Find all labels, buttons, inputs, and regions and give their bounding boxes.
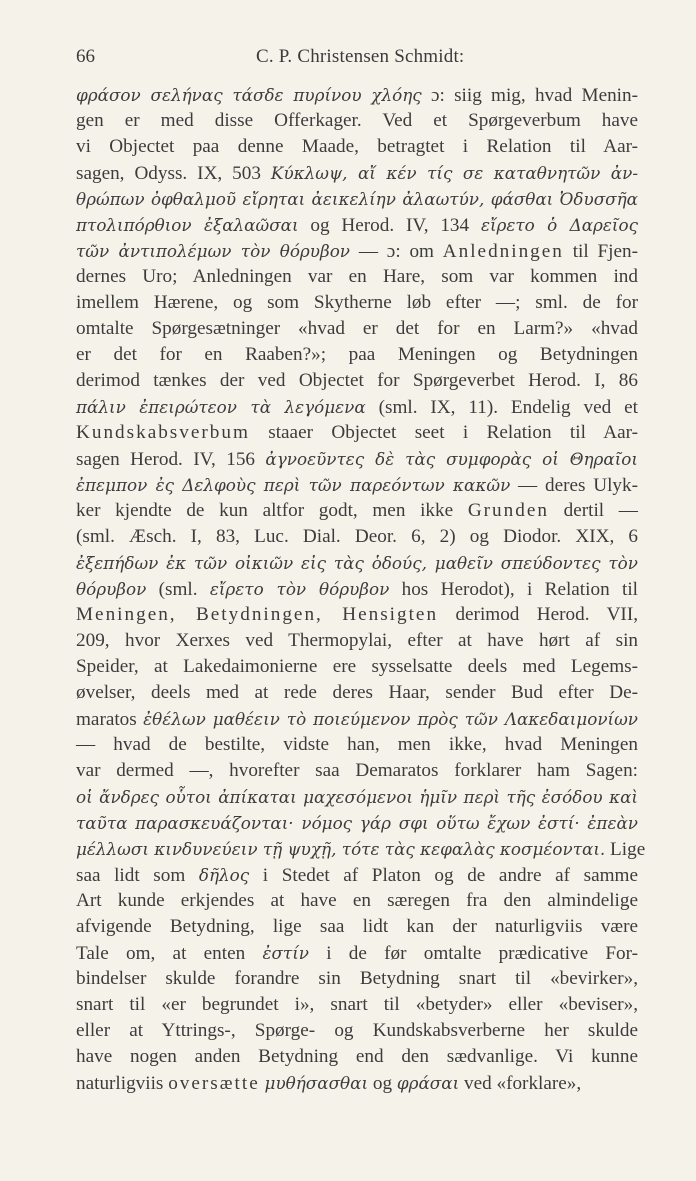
- text-run: saa lidt som: [76, 865, 199, 886]
- text-run: (sml.: [146, 579, 210, 600]
- text-line: [76, 576, 638, 602]
- text-run: øvelser, deels med at rede deres Haar, sender Bud efter De-: [76, 682, 638, 703]
- spaced-emphasis: Anledningen: [442, 241, 564, 262]
- text-run: i Stedet af Platon og de andre af samme: [249, 865, 638, 886]
- text-run: gen er med disse Offerkager. Ved et Spørgeverbum have: [76, 110, 638, 131]
- text-run: Art kunde erkjendes at have en særegen fra den almindelige: [76, 890, 638, 911]
- text-run: til Fjen-: [563, 241, 638, 262]
- greek-quote: οἱ ἄνδρες οὗτοι ἀπίκαται μαχεσόμενοι ἡμῖν περὶ τῆς ἐσόδου καὶ: [76, 787, 638, 807]
- greek-quote: ἐπεμπον ἐς Δελφοὺς περὶ τῶν παρεόντων κακῶν: [76, 475, 511, 495]
- text-run: sagen, Odyss. IX, 503: [76, 163, 271, 184]
- text-run: omtalte Spørgesætninger «hvad er det for en Larm?» «hvad: [76, 318, 638, 339]
- text-run: snart til «er begrundet i», snart til «betyder» eller «beviser»,: [76, 994, 638, 1015]
- text-line: [76, 706, 638, 732]
- spaced-emphasis: oversætte: [168, 1073, 260, 1094]
- text-line: [76, 940, 638, 966]
- greek-quote: ἐξεπήδων ἐκ τῶν οἰκιῶν εἰς τὰς ὁδούς, μαθεῖν σπεύδοντες τὸν: [76, 553, 638, 573]
- greek-quote: φράσον σελήνας τάσδε πυρίνου χλόης: [76, 85, 422, 105]
- text-run: vi Objectet paa denne Maade, betragtet i Relation til Aar-: [76, 136, 638, 157]
- text-run: bindelser skulde forandre sin Betydning snart til «bevirker»,: [76, 968, 638, 989]
- text-run: eller at Yttrings-, Spørge- og Kundskabsverberne her skulde: [76, 1020, 638, 1041]
- text-run: sagen Herod. IV, 156: [76, 449, 266, 470]
- running-head: C. P. Christensen Schmidt:: [256, 46, 465, 67]
- greek-quote: Κύκλωψ, αἴ κέν τίς σε καταθνητῶν ἀν-: [270, 163, 638, 183]
- greek-quote: πάλιν ἐπειρώτεον τὰ λεγόμενα: [76, 397, 366, 417]
- text-run: Tale om, at enten: [76, 943, 263, 964]
- greek-quote: εἴρετο ὁ Δαρεῖος: [480, 215, 638, 235]
- greek-quote: μέλλωσι κινδυνεύειν τῇ ψυχῇ, τότε τὰς κεφαλὰς κοσμέονται.: [76, 839, 606, 859]
- page-header: [76, 46, 636, 74]
- text-line: [76, 264, 638, 290]
- text-run: ɔ: siig mig, hvad Menin-: [421, 85, 638, 106]
- text-run: (sml. IX, 11). Endelig ved et: [365, 397, 638, 418]
- text-line: [76, 316, 638, 342]
- text-run: derimod tænkes der ved Objectet for Spørgeverbet Herod. I, 86: [76, 370, 638, 391]
- text-line: [76, 862, 638, 888]
- text-run: afvigende Betydning, lige saa lidt kan der naturligviis være: [76, 916, 638, 937]
- text-run: Speider, at Lakedaimonierne ere sysselsatte deels med Legems-: [76, 656, 638, 677]
- text-line: [76, 368, 638, 394]
- text-line: [76, 836, 646, 862]
- greek-quote: ἀγνοεῦντες δὲ τὰς συμφορὰς οἱ Θηραῖοι: [265, 449, 638, 469]
- text-run: imellem Hærene, og som Skytherne løb efter —; sml. de for: [76, 292, 638, 313]
- spaced-emphasis: Meningen, Betydningen, Hensigten: [76, 604, 439, 625]
- greek-quote: δῆλος: [198, 865, 250, 885]
- spaced-emphasis: Kundskabsverbum: [76, 422, 250, 443]
- text-run: maratos: [76, 709, 144, 730]
- body-text: [76, 82, 646, 1096]
- text-line: [76, 888, 638, 914]
- spaced-emphasis: Grunden: [467, 500, 549, 521]
- text-line: [76, 1070, 638, 1096]
- text-run: 209, hvor Xerxes ved Thermopylai, efter at have hørt af sin: [76, 630, 638, 651]
- text-line: [76, 498, 638, 524]
- text-run: — deres Ulyk-: [510, 475, 639, 496]
- text-line: [76, 758, 638, 784]
- text-line: [76, 550, 638, 576]
- text-line: [76, 342, 638, 368]
- text-line: [76, 784, 638, 810]
- text-run: have nogen anden Betydning end den sædvanlige. Vi kunne: [76, 1046, 638, 1067]
- text-run: og Herod. IV, 134: [298, 215, 481, 236]
- greek-quote: ἐθέλων μαθέειν τὸ ποιεύμενον πρὸς τῶν Λακεδαιμονίων: [143, 709, 638, 729]
- text-run: staaer Objectet seet i Relation til Aar-: [249, 422, 638, 443]
- greek-quote: θρώπων ὀφθαλμοῦ εἴρηται ἀεικελίην ἀλαωτύν, φάσθαι Ὀδυσσῆα: [76, 189, 638, 209]
- text-line: [76, 160, 638, 186]
- text-run: var dermed —, hvorefter saa Demaratos forklarer ham Sagen:: [76, 760, 638, 781]
- text-line: [76, 602, 638, 628]
- page-number: 66: [76, 46, 95, 67]
- text-line: [76, 108, 638, 134]
- text-run: dernes Uro; Anledningen var en Hare, som var kommen ind: [76, 266, 638, 287]
- text-line: [76, 446, 638, 472]
- text-line: [76, 238, 638, 264]
- text-line: [76, 394, 638, 420]
- text-run: — ɔ: om: [350, 241, 443, 262]
- greek-quote: μυθήσασθαι: [264, 1073, 369, 1093]
- text-line: [76, 524, 638, 550]
- text-run: dertil —: [548, 500, 638, 521]
- text-line: [76, 134, 638, 160]
- greek-quote: πτολιπόρθιον ἐξαλαῶσαι: [76, 215, 299, 235]
- text-run: og: [368, 1073, 397, 1094]
- text-run: — hvad de bestilte, vidste han, men ikke, hvad Meningen: [76, 734, 638, 755]
- text-run: (sml. Æsch. I, 83, Luc. Dial. Deor. 6, 2) og Diodor. XIX, 6: [76, 526, 638, 547]
- text-run: ker kjendte de kun altfor godt, men ikke: [76, 500, 468, 521]
- text-line: [76, 472, 638, 498]
- text-line: [76, 186, 638, 212]
- text-line: [76, 914, 638, 940]
- greek-quote: τῶν ἀντιπολέμων τὸν θόρυβον: [76, 241, 351, 261]
- text-line: [76, 82, 638, 108]
- text-line: [76, 966, 638, 992]
- text-line: [76, 290, 638, 316]
- greek-quote: εἴρετο τὸν θόρυβον: [209, 579, 390, 599]
- greek-quote: φράσαι: [396, 1073, 460, 1093]
- text-line: [76, 992, 638, 1018]
- greek-quote: θόρυβον: [76, 579, 147, 599]
- text-run: naturligviis: [76, 1073, 169, 1094]
- text-line: [76, 1018, 638, 1044]
- text-line: [76, 732, 638, 758]
- text-line: [76, 810, 638, 836]
- text-line: [76, 420, 638, 446]
- text-line: [76, 654, 638, 680]
- text-line: [76, 628, 638, 654]
- text-run: derimod Herod. VII,: [438, 604, 639, 625]
- greek-quote: ταῦτα παρασκευάζονται· νόμος γάρ σφι οὕτω ἔχων ἐστί· ἐπεὰν: [76, 813, 638, 833]
- text-run: hos Herodot), i Relation til: [389, 579, 638, 600]
- text-run: Lige: [605, 839, 646, 860]
- text-line: [76, 212, 638, 238]
- text-line: [76, 680, 638, 706]
- text-run: er det for en Raaben?»; paa Meningen og Betydningen: [76, 344, 638, 365]
- greek-quote: ἐστίν: [262, 943, 309, 963]
- text-run: ved «forklare»,: [459, 1073, 582, 1094]
- text-run: i de før omtalte prædicative For-: [308, 943, 638, 964]
- text-line: [76, 1044, 638, 1070]
